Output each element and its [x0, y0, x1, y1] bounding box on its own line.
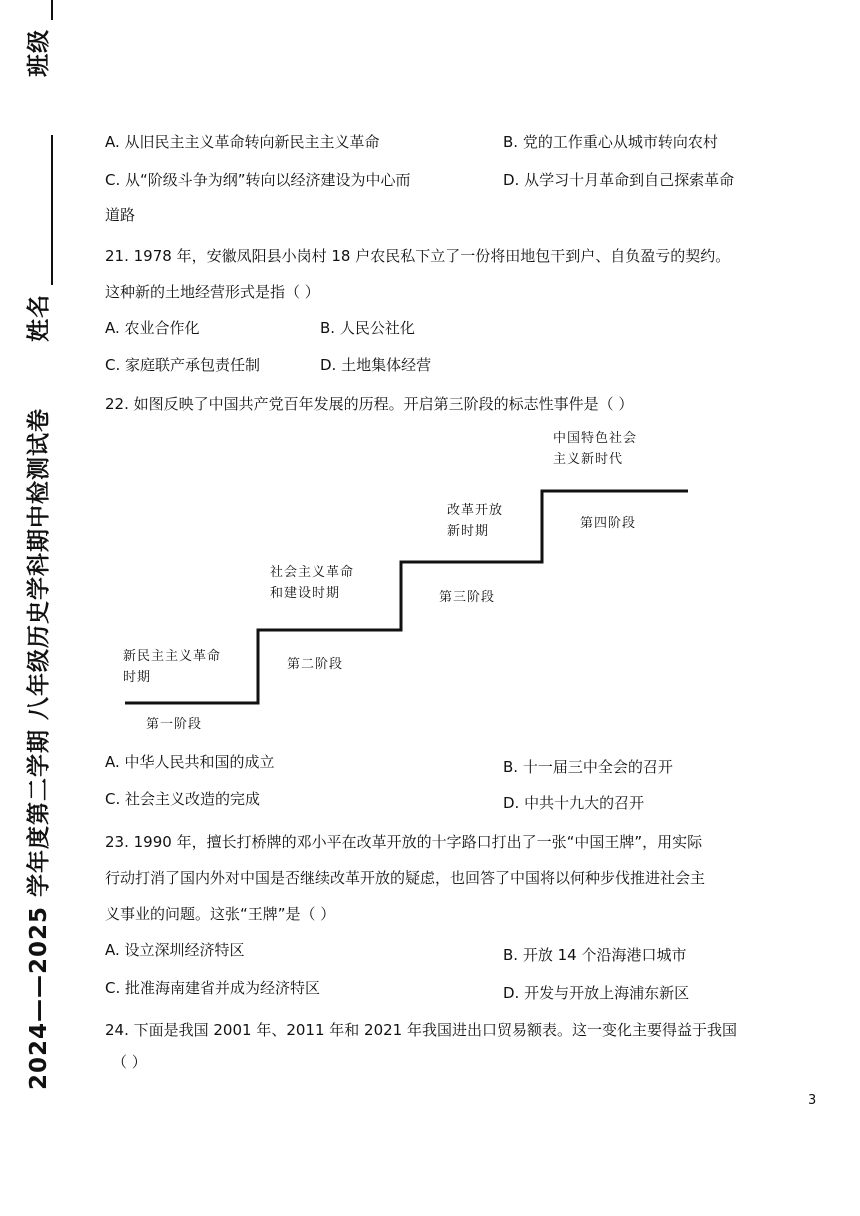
q21-option-d: D. 土地集体经营	[320, 356, 432, 374]
name-label: 姓名	[26, 293, 52, 342]
period-label-4: 中国特色社会 主义新时代	[553, 431, 638, 467]
q21-option-a: A. 农业合作化	[105, 319, 200, 337]
q22-option-c: C. 社会主义改造的完成	[105, 790, 261, 808]
q20-option-b: B. 党的工作重心从城市转向农村	[503, 133, 718, 151]
stage-label-1: 第一阶段	[146, 717, 203, 732]
exam-title: 2024——2025 学年度第二学期 八年级历史学科期中检测试卷	[26, 407, 52, 1090]
q24-stem-line2: （ ）	[112, 1053, 147, 1071]
q22-option-a: A. 中华人民共和国的成立	[105, 753, 275, 771]
q21-option-b: B. 人民公社化	[320, 319, 415, 337]
q23-option-a: A. 设立深圳经济特区	[105, 941, 245, 959]
q21-option-c: C. 家庭联产承包责任制	[105, 356, 261, 374]
q20-option-c: C. 从“阶级斗争为纲”转向以经济建设为中心而	[105, 171, 411, 189]
q23-option-b: B. 开放 14 个沿海港口城市	[503, 946, 687, 964]
q21-stem-line1: 21. 1978 年，安徽凤阳县小岗村 18 户农民私下立了一份将田地包干到户、自负盈亏的契约。	[105, 247, 731, 265]
stage-label-4: 第四阶段	[580, 516, 637, 531]
q20-option-a: A. 从旧民主主义革命转向新民主主义革命	[105, 133, 380, 151]
side-header	[20, 28, 53, 1090]
class-label: 班级	[26, 28, 52, 77]
page-number: 3	[808, 1093, 817, 1108]
q23-stem-line2: 行动打消了国内外对中国是否继续改革开放的疑虑，也回答了中国将以何种步伐推进社会主	[105, 869, 706, 887]
q22-option-d: D. 中共十九大的召开	[503, 794, 645, 812]
q23-stem-line1: 23. 1990 年，擅长打桥牌的邓小平在改革开放的十字路口打出了一张“中国王牌”，用实际	[105, 833, 703, 851]
q22-option-b: B. 十一届三中全会的召开	[503, 758, 673, 776]
class-blank	[29, 0, 53, 20]
stage-label-3: 第三阶段	[439, 590, 496, 605]
period-label-3: 改革开放 新时期	[447, 503, 504, 539]
q24-stem-line1: 24. 下面是我国 2001 年、2011 年和 2021 年我国进出口贸易额表。这一变化主要得益于我国	[105, 1021, 737, 1039]
q22-stem: 22. 如图反映了中国共产党百年发展的历程。开启第三阶段的标志性事件是（ ）	[105, 395, 634, 413]
q20-option-d: D. 从学习十月革命到自己探索革命	[503, 171, 735, 189]
name-blank	[29, 135, 53, 285]
q21-stem-line2: 这种新的土地经营形式是指（ ）	[105, 283, 320, 301]
period-label-1: 新民主主义革命 时期	[123, 649, 222, 685]
q23-option-d: D. 开发与开放上海浦东新区	[503, 984, 690, 1002]
period-label-2: 社会主义革命 和建设时期	[270, 565, 355, 601]
q23-stem-line3: 义事业的问题。这张“王牌”是（ ）	[105, 905, 336, 923]
q23-option-c: C. 批准海南建省并成为经济特区	[105, 979, 321, 997]
q20-option-continuation: 道路	[105, 206, 136, 224]
stage-label-2: 第二阶段	[287, 657, 344, 672]
